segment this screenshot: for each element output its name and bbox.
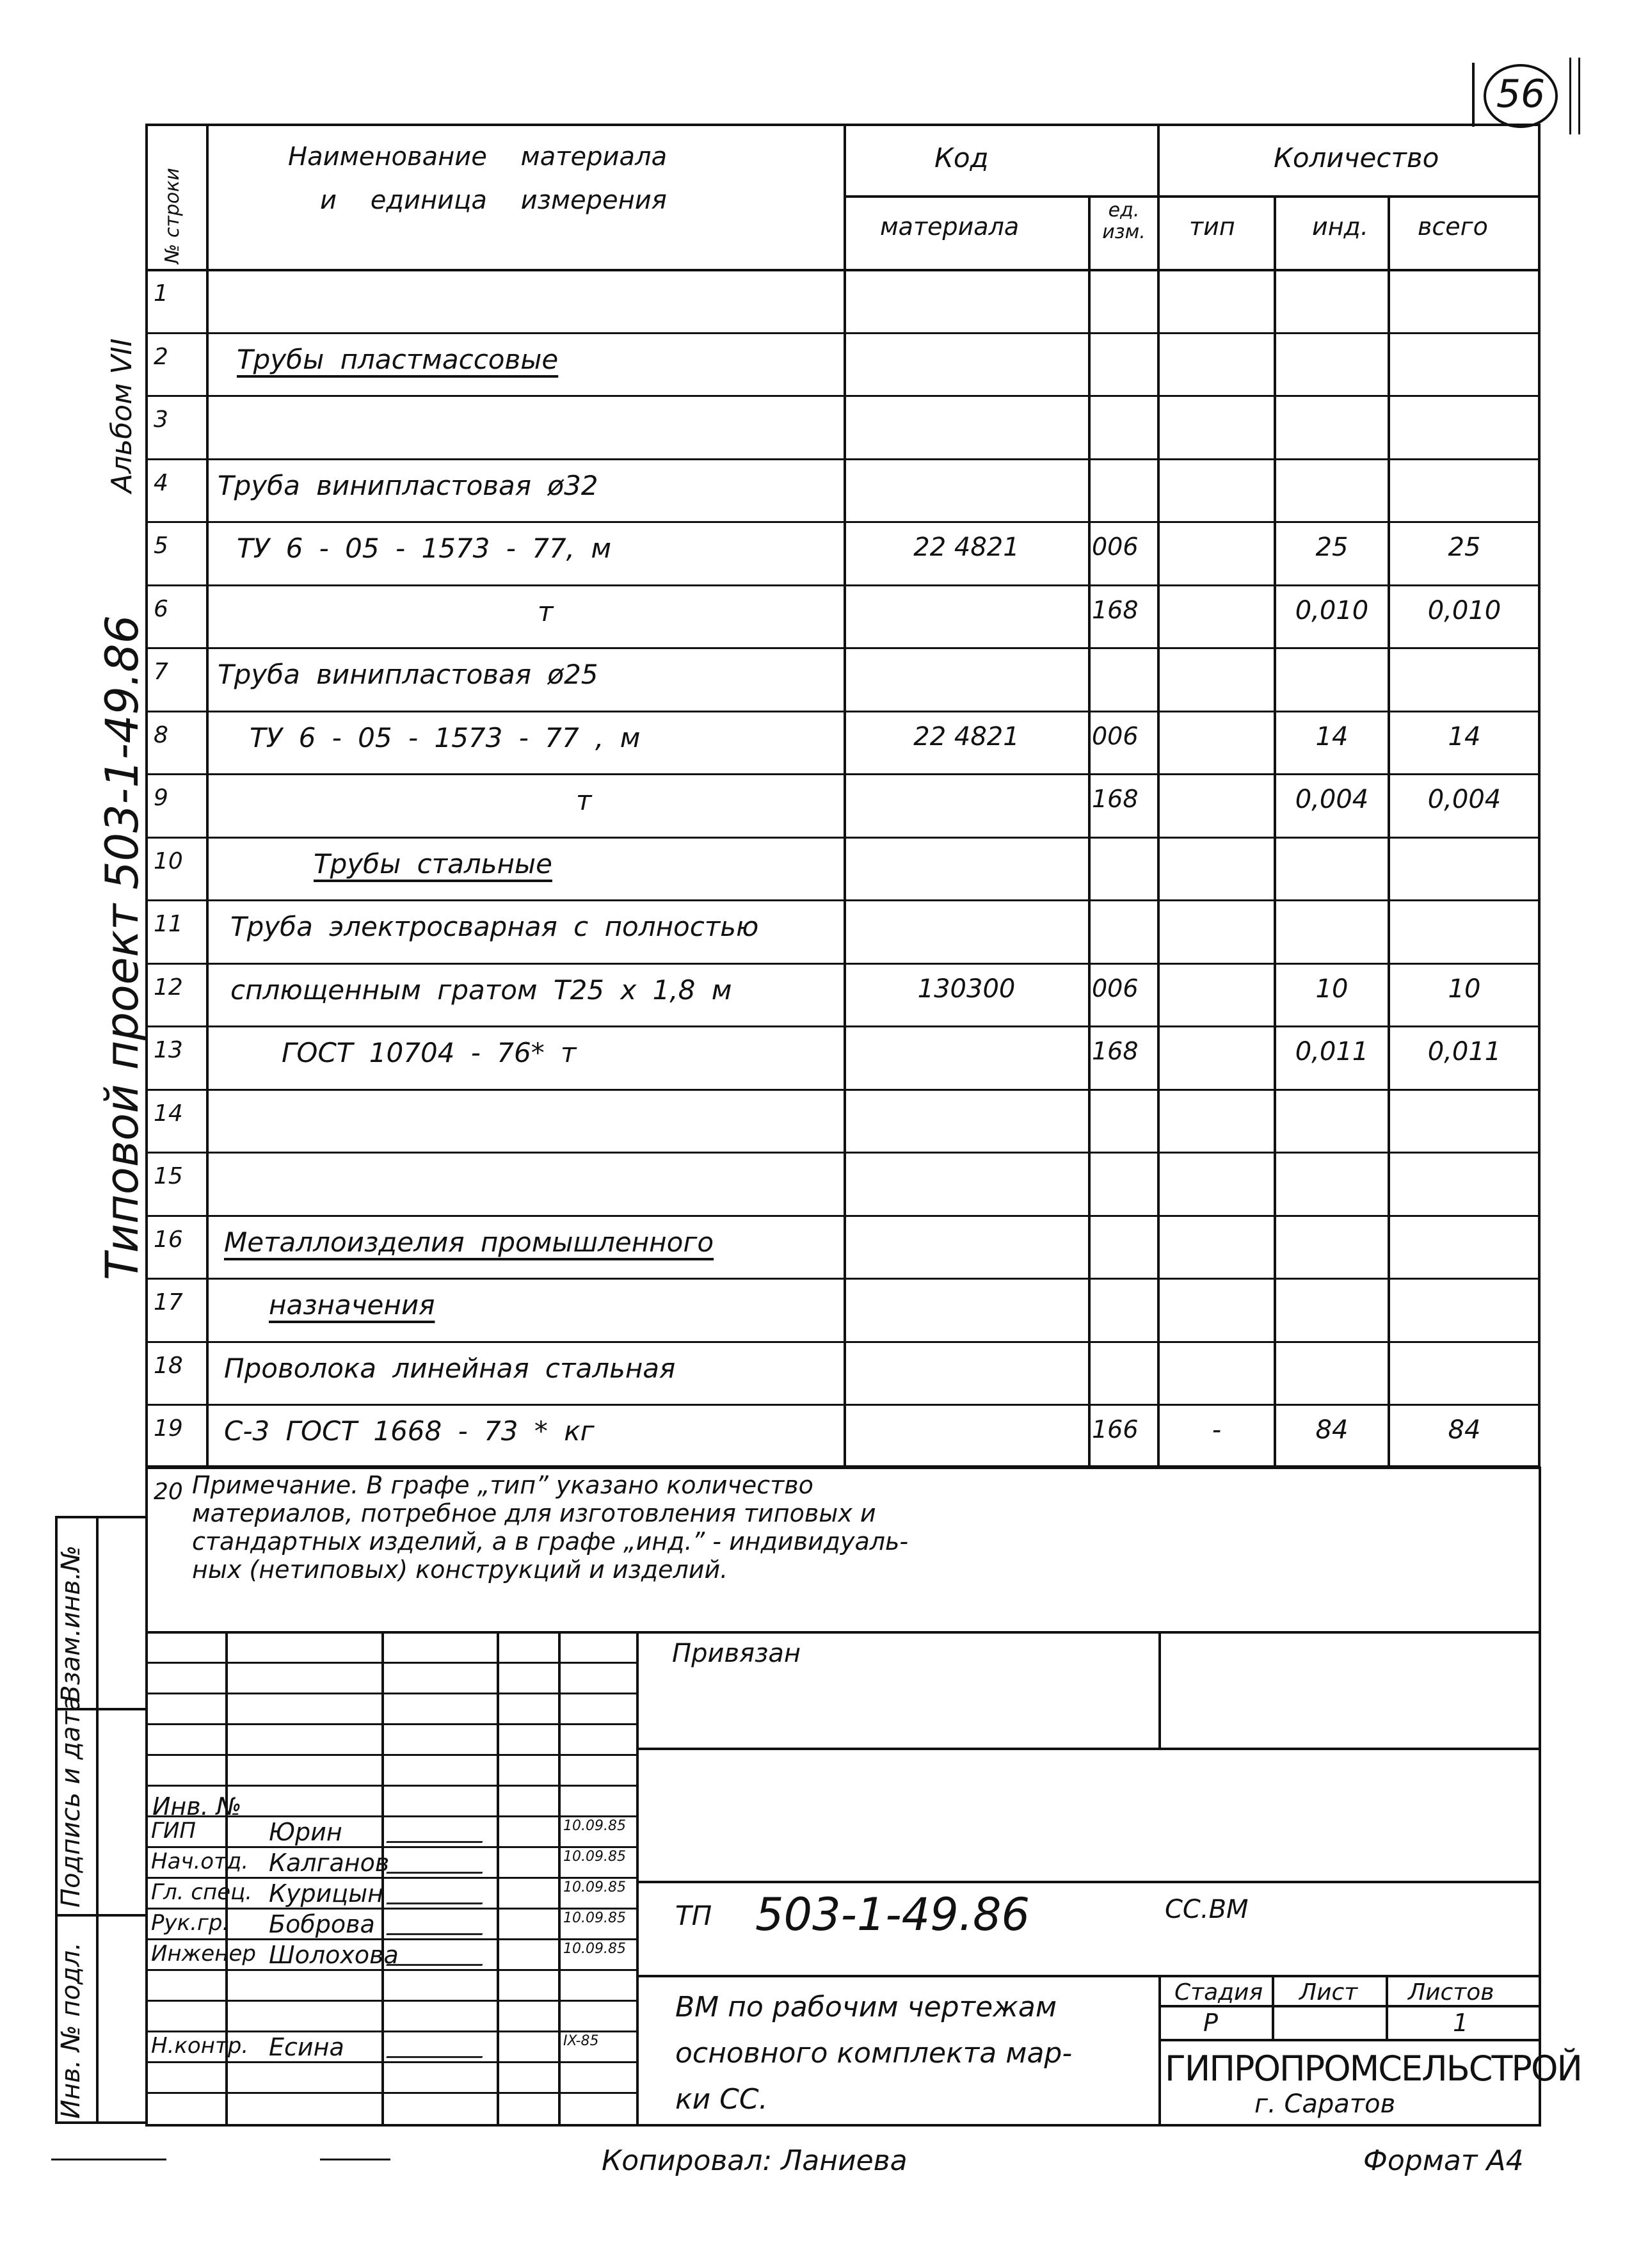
stamp-row-rule — [145, 2092, 637, 2094]
column-divider — [206, 124, 209, 1468]
row-divider — [145, 1404, 1541, 1406]
stamp-mark: СС.ВМ — [1165, 1895, 1249, 1924]
stamp-role: Рук.гр. — [151, 1910, 230, 1936]
row-unit-code: 166 — [1092, 1415, 1139, 1444]
row-material-name: Труба электросварная с полностью — [230, 911, 759, 942]
row-number: 3 — [154, 406, 168, 433]
stamp-row-rule — [145, 2061, 637, 2063]
row-unit-code: 168 — [1092, 1037, 1139, 1065]
row-unit-code: 006 — [1092, 533, 1139, 561]
stamp-person-name: Юрин — [269, 1818, 342, 1846]
stamp-role: Инженер — [151, 1941, 256, 1966]
stamp-right-rule — [1539, 1467, 1541, 2127]
header-vsego: всего — [1418, 213, 1488, 241]
stamp-row-rule — [145, 1877, 637, 1879]
row-divider — [145, 837, 1541, 839]
page-number-rule — [1569, 58, 1571, 134]
margin-album: Альбом VII — [106, 338, 138, 493]
row-number: 17 — [154, 1289, 183, 1315]
stamp-date: 10.09.85 — [563, 1849, 626, 1865]
stamp-row-rule — [145, 1754, 637, 1756]
row-number: 10 — [154, 848, 183, 874]
row-divider — [145, 773, 1541, 775]
footer-dash — [320, 2159, 390, 2160]
row-number: 11 — [154, 911, 183, 937]
row-divider — [145, 1025, 1541, 1027]
header-tip: тип — [1189, 213, 1235, 241]
row-divider — [145, 963, 1541, 965]
row-qty-total: 14 — [1448, 721, 1481, 752]
row-divider — [145, 521, 1541, 523]
stamp-person-name: Курицын — [269, 1879, 383, 1908]
stamp-date: 10.09.85 — [563, 1879, 626, 1895]
row-number: 2 — [154, 343, 168, 370]
footer-dash — [51, 2159, 166, 2160]
header-bottom — [145, 269, 1541, 271]
row-number: 4 — [154, 469, 168, 496]
stamp-designation-prefix: ТП — [675, 1900, 712, 1931]
stamp-role: Гл. спец. — [151, 1879, 253, 1905]
row-material-name: сплющенным гратом Т25 х 1,8 м — [230, 974, 732, 1006]
row-qty-total: 0,004 — [1427, 785, 1501, 814]
stamp-inv-no: Инв. № — [152, 1792, 242, 1821]
row-material-code: 22 4821 — [913, 721, 1020, 752]
stamp-person-name: Шолохова — [269, 1941, 399, 1969]
row-material-code: 22 4821 — [913, 533, 1020, 562]
row-qty-total: 0,011 — [1427, 1037, 1501, 1066]
row-qty-ind: 0,011 — [1295, 1037, 1369, 1066]
stamp-stadia-label: Стадия — [1174, 1979, 1263, 2006]
page-number: 56 — [1496, 72, 1546, 117]
stamp-person-name: Боброва — [269, 1910, 375, 1938]
row-qty-total: 0,010 — [1427, 595, 1501, 625]
stamp-role: ГИП — [151, 1818, 196, 1844]
row-material-name: С-3 ГОСТ 1668 - 73 * кг — [224, 1415, 595, 1447]
column-divider — [1388, 195, 1390, 1467]
margin-project: Типовой проект 503-1-49.86 — [96, 615, 148, 1280]
signature-scribble — [386, 1850, 490, 1874]
row-qty-ind: 84 — [1315, 1415, 1349, 1445]
stamp-date: 10.09.85 — [563, 1941, 626, 1957]
row-number: 6 — [154, 595, 168, 622]
row-divider — [145, 1215, 1541, 1217]
footer-format: Формат А4 — [1363, 2144, 1524, 2177]
row-qty-total: 84 — [1448, 1415, 1481, 1445]
stamp-col — [1158, 1975, 1161, 2124]
margin-inv-podl: Инв. № подл. — [56, 1942, 86, 2119]
note-line-3: стандартных изделий, а в графе „инд.” - индивидуаль- — [192, 1527, 909, 1556]
margin-vzam-inv: Взам.инв.№ — [56, 1545, 86, 1703]
row-qty-ind: 10 — [1315, 974, 1349, 1004]
stamp-organization: ГИПРОПРОМСЕЛЬСТРОЙ — [1165, 2048, 1581, 2089]
header-name-line1: Наименование материала — [288, 142, 668, 172]
note-line-1: Примечание. В графе „тип” указано количество — [192, 1471, 813, 1499]
row-qty-tip: - — [1212, 1415, 1222, 1445]
row-number: 16 — [154, 1226, 183, 1253]
row-material-name: Трубы пластмассовые — [237, 343, 559, 375]
stamp-rule — [636, 1881, 1540, 1883]
row-number: 19 — [154, 1415, 183, 1442]
header-kod: Код — [934, 142, 989, 173]
row-number: 15 — [154, 1163, 183, 1189]
stamp-role: Нач.отд. — [151, 1849, 249, 1874]
column-divider — [844, 124, 846, 1467]
stamp-person-name: Калганов — [269, 1849, 390, 1877]
row-qty-ind: 25 — [1315, 533, 1349, 562]
stamp-row-rule — [145, 1693, 637, 1694]
margin-podpis-data: Подпись и дата — [56, 1695, 86, 1908]
header-ind: инд. — [1312, 213, 1368, 241]
row-divider — [145, 1152, 1541, 1154]
row-number: 12 — [154, 974, 183, 1001]
column-divider — [1157, 124, 1160, 1467]
row-material-name: Металлоизделия промышленного — [224, 1226, 714, 1258]
stamp-row-rule — [145, 1846, 637, 1848]
stamp-date: 10.09.85 — [563, 1818, 626, 1834]
row-unit-code: 168 — [1092, 785, 1139, 813]
stamp-role: Н.контр. — [151, 2033, 249, 2059]
header-kolichestvo: Количество — [1274, 142, 1439, 173]
row-divider — [145, 584, 1541, 586]
row-number: 5 — [154, 533, 168, 559]
header-name-line2: и единица измерения — [320, 186, 667, 215]
row-divider — [145, 332, 1541, 334]
note-top-rule — [145, 1467, 1541, 1469]
stamp-row-rule — [145, 1938, 637, 1940]
stamp-row-rule — [145, 1785, 637, 1787]
stamp-left-rule — [145, 1467, 148, 2127]
row-unit-code: 006 — [1092, 721, 1139, 750]
stamp-row-rule — [145, 1662, 637, 1664]
stamp-listov-value: 1 — [1453, 2009, 1469, 2037]
signature-scribble — [386, 1881, 490, 1904]
signature-scribble — [386, 1911, 490, 1935]
stamp-rule — [636, 1975, 1540, 1977]
row-divider — [145, 395, 1541, 397]
row-material-name: Проволока линейная стальная — [224, 1352, 676, 1384]
row-material-name: Труба винипластовая ø25 — [218, 659, 598, 690]
stamp-privyazan: Привязан — [672, 1639, 801, 1668]
signature-scribble — [386, 2034, 490, 2058]
header-material: материала — [880, 213, 1020, 241]
row-material-name: т — [538, 595, 554, 627]
row-number: 8 — [154, 721, 168, 748]
row-number: 1 — [154, 280, 168, 307]
stamp-row-rule — [145, 1908, 637, 1910]
row-divider — [145, 1278, 1541, 1280]
row-qty-ind: 0,010 — [1295, 595, 1369, 625]
stamp-person-name: Есина — [269, 2033, 344, 2061]
stamp-top-rule — [145, 1631, 1541, 1634]
row-number: 14 — [154, 1100, 183, 1127]
header-divider — [844, 195, 1541, 198]
row-material-name: ТУ 6 - 05 - 1573 - 77, м — [237, 533, 612, 564]
stamp-designation: 503-1-49.86 — [755, 1888, 1030, 1941]
row-unit-code: 006 — [1092, 974, 1139, 1002]
stamp-row-rule — [145, 2000, 637, 2002]
row-material-name: ТУ 6 - 05 - 1573 - 77 , м — [250, 721, 641, 753]
note-line-4: ных (нетиповых) конструкций и изделий. — [192, 1556, 728, 1584]
stamp-row-rule — [145, 1723, 637, 1725]
row-divider — [145, 1089, 1541, 1091]
row-material-name: назначения — [269, 1289, 435, 1321]
stamp-row-rule — [145, 1969, 637, 1971]
signature-scribble — [386, 1819, 490, 1843]
column-divider — [1088, 195, 1091, 1467]
stamp-row-rule — [145, 2031, 637, 2032]
header-ed-izm: ед. изм. — [1102, 199, 1146, 243]
row-qty-ind: 0,004 — [1295, 785, 1369, 814]
row-divider — [145, 711, 1541, 712]
row-number: 7 — [154, 659, 168, 685]
stamp-col — [1158, 1631, 1161, 1748]
page-number-rule — [1578, 58, 1580, 134]
row-material-code: 130300 — [917, 974, 1016, 1004]
row-divider — [145, 458, 1541, 460]
row-unit-code: 168 — [1092, 595, 1139, 624]
row-material-name: ГОСТ 10704 - 76* т — [282, 1037, 577, 1068]
column-divider — [1274, 195, 1276, 1467]
row-number: 13 — [154, 1037, 183, 1063]
row-material-name: Труба винипластовая ø32 — [218, 469, 598, 501]
stamp-stadia-value: Р — [1203, 2009, 1218, 2037]
stamp-city: г. Саратов — [1254, 2089, 1396, 2119]
stamp-title-line-3: ки СС. — [675, 2083, 768, 2116]
row-qty-total: 10 — [1448, 974, 1481, 1004]
row-number: 18 — [154, 1352, 183, 1379]
stamp-title-line-2: основного комплекта мар- — [675, 2037, 1073, 2070]
row-qty-total: 25 — [1448, 533, 1481, 562]
left-margin-divider — [96, 1516, 99, 2124]
stamp-bottom-rule — [145, 2124, 1541, 2127]
header-row-number: № строки — [161, 168, 184, 264]
stamp-rule — [636, 1748, 1540, 1750]
row-divider — [145, 647, 1541, 649]
stamp-date: 10.09.85 — [563, 1910, 626, 1926]
stamp-date: IX-85 — [563, 2033, 599, 2049]
row-number: 9 — [154, 785, 168, 811]
left-margin-rule — [55, 1914, 145, 1917]
footer-copied: Копировал: Ланиева — [602, 2144, 908, 2177]
row-divider — [145, 899, 1541, 901]
stamp-listov-label: Листов — [1408, 1979, 1494, 2006]
row-qty-ind: 14 — [1315, 721, 1349, 752]
row-divider — [145, 1341, 1541, 1343]
stamp-list-label: Лист — [1299, 1979, 1358, 2006]
row-material-name: Трубы стальные — [314, 848, 552, 880]
stamp-rule — [1158, 2039, 1540, 2041]
row-number: 20 — [154, 1478, 183, 1505]
row-material-name: т — [576, 785, 592, 816]
signature-scribble — [386, 1942, 490, 1966]
stamp-title-line-1: ВМ по рабочим чертежам — [675, 1991, 1057, 2023]
note-line-2: материалов, потребное для изготовления типовых и — [192, 1499, 876, 1527]
